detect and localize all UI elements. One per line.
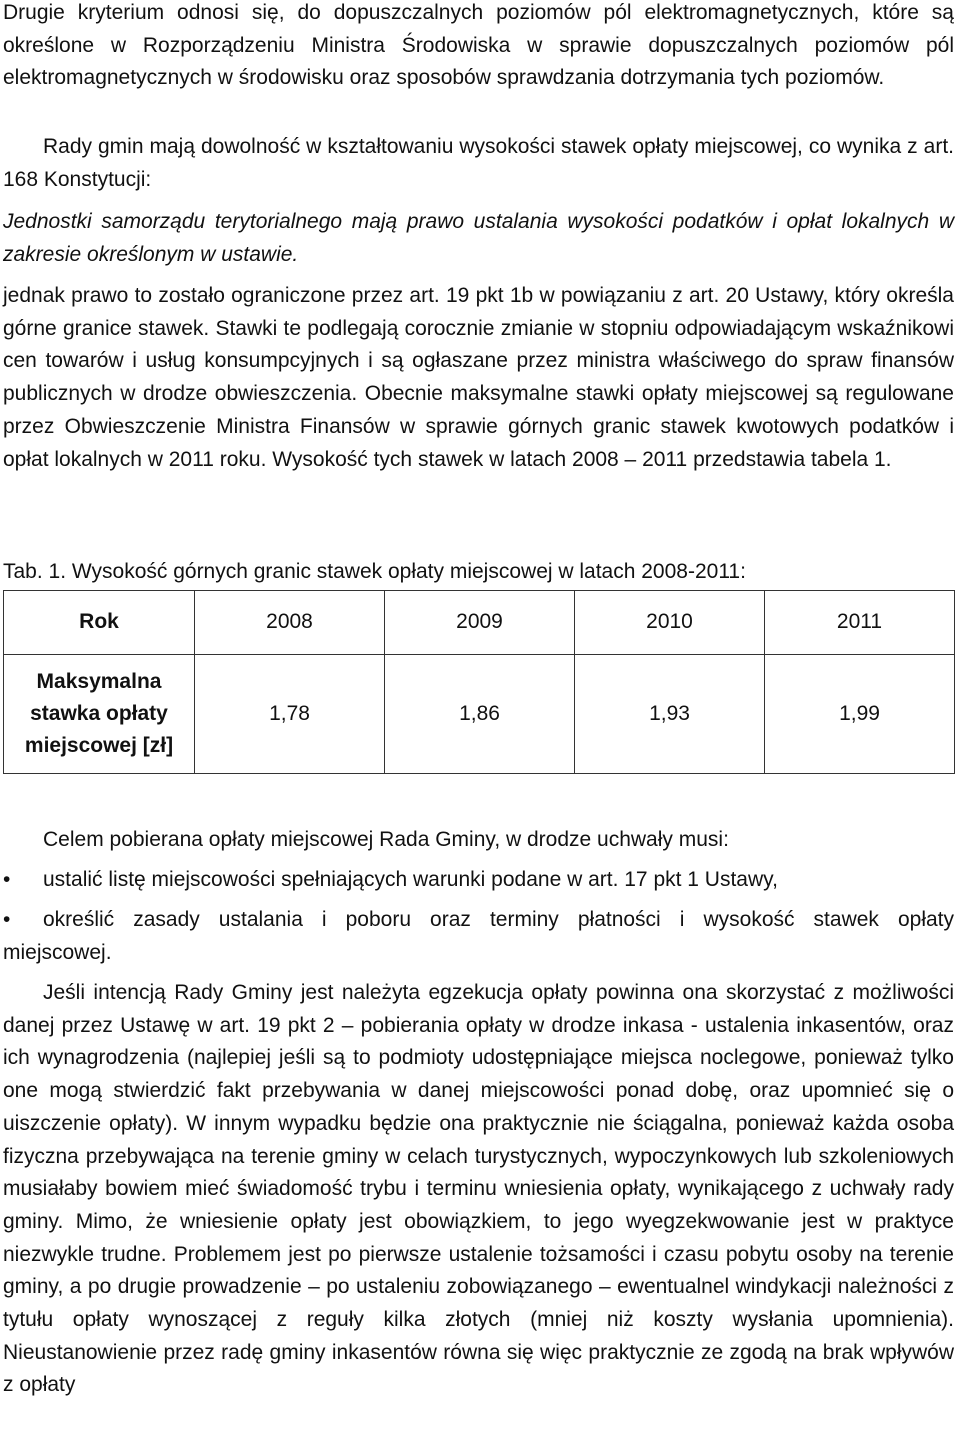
year-cell: 2011 bbox=[765, 591, 955, 655]
row-header-year: Rok bbox=[4, 591, 195, 655]
list-item bbox=[3, 904, 954, 937]
bullet-icon bbox=[3, 904, 15, 937]
row-header-line: Maksymalna bbox=[36, 670, 162, 693]
paragraph-electromagnetic-criterion: Drugie kryterium odnosi się, do dopuszczalnych poziomów pól elektromagnetycznych, które są określone w Rozporządzeniu Ministra Środowiska w sprawie dopuszczalnych poziomów pól elektromagnetycznych w środowisku oraz sposobów sprawdzania dotrzymania tych poziomów. bbox=[3, 1, 954, 90]
year-cell: 2010 bbox=[575, 591, 765, 655]
rate-cell: 1,78 bbox=[195, 655, 385, 774]
table-caption: Tab. 1. Wysokość górnych granic stawek opłaty miejscowej w latach 2008-2011: bbox=[3, 560, 746, 583]
paragraph-collection-enforcement: Jeśli intencją Rady Gminy jest należyta egzekucja opłaty powinna ona skorzystać z możliwości danej przez Ustawę w art. 19 pkt 2 – pobierania opłaty w drodze inkasa - ustalenia inkasentów, oraz ich wynagrodzenia (najlepiej jeśli są to podmioty udostępniające miejsca noclegowe, ponieważ tylko one mogą stwierdzić fakt przebywania w danej miejscowości ponad dobę, oraz upomnieć się o uiszczenie opłaty). W innym wypadku będzie ona praktycznie nie ściągalna, ponieważ każda osoba fizyczna przebywająca na terenie gminy w celach turystycznych, wypoczynkowych lub szkoleniowych musiałaby bowiem mieć świadomość trybu i terminu wniesienia opłaty, wynikającego z uchwały rady gminy. Mimo, że wniesienie opłaty jest obowiązkiem, to jego wyegzekwowanie jest w praktyce niezwykle trudne. Problemem jest po pierwsze ustalenie tożsamości i czasu pobytu osoby na terenie gminy, a po drugie prowadzenie – po ustaleniu zobowiązanego – ewentualnel windykacji należności z tytułu opłaty wynoszącej z reguły kilka złotych (mniej niż koszty wysłania upomnienia). Nieustanowienie przez radę gminy inkasentów równa się więc praktycznie ze zgodą na brak wpływów z opłaty bbox=[3, 981, 954, 1397]
row-header-line: miejscowej [zł] bbox=[24, 734, 174, 757]
year-cell: 2009 bbox=[385, 591, 575, 655]
row-header-line: stawka opłaty bbox=[30, 702, 168, 725]
bullet-icon bbox=[3, 864, 15, 897]
rates-table bbox=[3, 590, 955, 774]
list-item-continuation: miejscowej. bbox=[3, 941, 112, 964]
paragraph-constitution-quote: Jednostki samorządu terytorialnego mają prawo ustalania wysokości podatków i opłat lokalnych w zakresie określonym w ustawie. bbox=[3, 210, 954, 266]
list-item-text: określić zasady ustalania i poboru oraz terminy płatności i wysokość stawek opłaty bbox=[43, 908, 954, 931]
paragraph-rate-limits: jednak prawo to zostało ograniczone przez art. 19 pkt 1b w powiązaniu z art. 20 Ustawy, który określa górne granice stawek. Stawki te podlegają corocznie zmianie w stopniu odpowiadającym wskaźnikowi cen towarów i usług konsumpcyjnych i są ogłaszane przez ministra właściwego do spraw finansów publicznych w drodze obwieszczenia. Obecnie maksymalne stawki opłaty miejscowej są regulowane przez Obwieszczenie Ministra Finansów w sprawie górnych granic stawek kwotowych podatków i opłat lokalnych w 2011 roku. Wysokość tych stawek w latach 2008 – 2011 przedstawia tabela 1. bbox=[3, 284, 954, 471]
list-item-text: ustalić listę miejscowości spełniających warunki podane w art. 17 pkt 1 Ustawy, bbox=[43, 868, 778, 891]
row-header-max-rate bbox=[4, 655, 195, 774]
table-row-rates bbox=[4, 655, 955, 774]
year-cell: 2008 bbox=[195, 591, 385, 655]
list-item bbox=[3, 864, 954, 897]
rate-cell: 1,86 bbox=[385, 655, 575, 774]
rate-cell: 1,99 bbox=[765, 655, 955, 774]
paragraph-council-duties-intro: Celem pobierana opłaty miejscowej Rada Gminy, w drodze uchwały musi: bbox=[43, 828, 729, 851]
rate-cell: 1,93 bbox=[575, 655, 765, 774]
table-row-years bbox=[4, 591, 955, 655]
paragraph-municipal-discretion: Rady gmin mają dowolność w kształtowaniu wysokości stawek opłaty miejscowej, co wynika z art. 168 Konstytucji: bbox=[3, 135, 954, 191]
